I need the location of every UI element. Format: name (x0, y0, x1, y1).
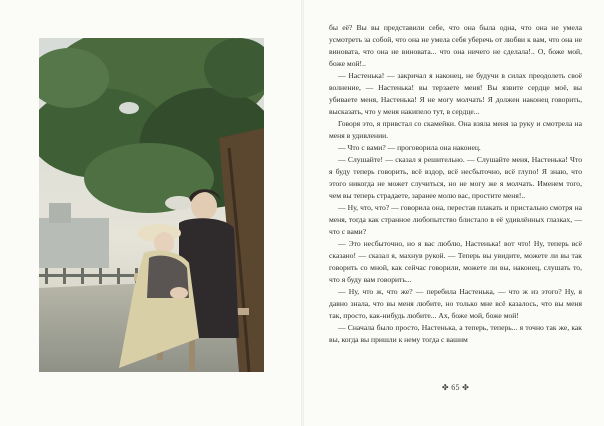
paragraph-1: бы её? Вы вы представили себе, что она была одна, что она не умела усмотреть за собой, что она не умела себя уберечь от любви к вам, что она не виновата, что она не виновата... что она ничего не сделала!.. О, боже мой, боже мой!.. (329, 23, 582, 68)
illustration (39, 38, 264, 372)
paragraph-2: — Настенька! — закричал я наконец, не будучи в силах преодолеть своё волнение, — Настенька! вы терзаете меня! Вы язвите сердце моё, вы убиваете меня, Настенька! Я не могу молчать! Я должен наконец говорить, высказать, что у меня накипело тут, в сердце... (329, 71, 582, 116)
page-number-value: 65 (451, 383, 460, 392)
paragraph-3: Говоря это, я привстал со скамейки. Она взяла меня за руку и смотрела на меня в удивлении. (329, 119, 582, 140)
page-number (329, 383, 582, 392)
book-spine (301, 0, 304, 426)
paragraph-8: — Ну, что ж, что же? — перебила Настенька, — что ж из этого? Ну, я давно знала, что вы меня любите, но только мне всё казалось, что вы меня так, просто, как-нибудь любите... Ах, боже мой, боже мой! (329, 287, 582, 320)
paragraph-5: — Слушайте! — сказал я решительно. — Слушайте меня, Настенька! Что я буду теперь говорить, всё вздор, всё несбыточно, всё глупо! Я знаю, что этого никогда не может случиться, но не могу же я молчать. Именем того, чем вы теперь страдаете, заранее молю вас, простите меня!.. (329, 155, 582, 200)
ornament-right-icon: ✤ (462, 383, 470, 392)
paragraph-6: — Ну, что, что? — говорила она, перестав плакать и пристально смотря на меня, тогда как странное любопытство блистало в её удивлённых глазках, — что с вами? (329, 203, 582, 236)
paragraph-9: — Сначала было просто, Настенька, а теперь, теперь... я точно так же, как вы, когда вы пришли к нему тогда с вашим (329, 323, 582, 344)
page-text (329, 22, 582, 392)
paragraph-4: — Что с вами? — проговорила она наконец. (338, 143, 481, 152)
ornament-left-icon: ✤ (441, 383, 449, 392)
paragraph-7: — Это несбыточно, но я вас люблю, Настенька! вот что! Ну, теперь всё сказано! — сказал я, махнув рукой. — Теперь вы увидите, можете ли вы так говорить со мной, как сейчас говорили, можете ли вы, наконец, слушать то, что я буду вам говорить... (329, 239, 582, 284)
illustration-art (39, 38, 264, 372)
